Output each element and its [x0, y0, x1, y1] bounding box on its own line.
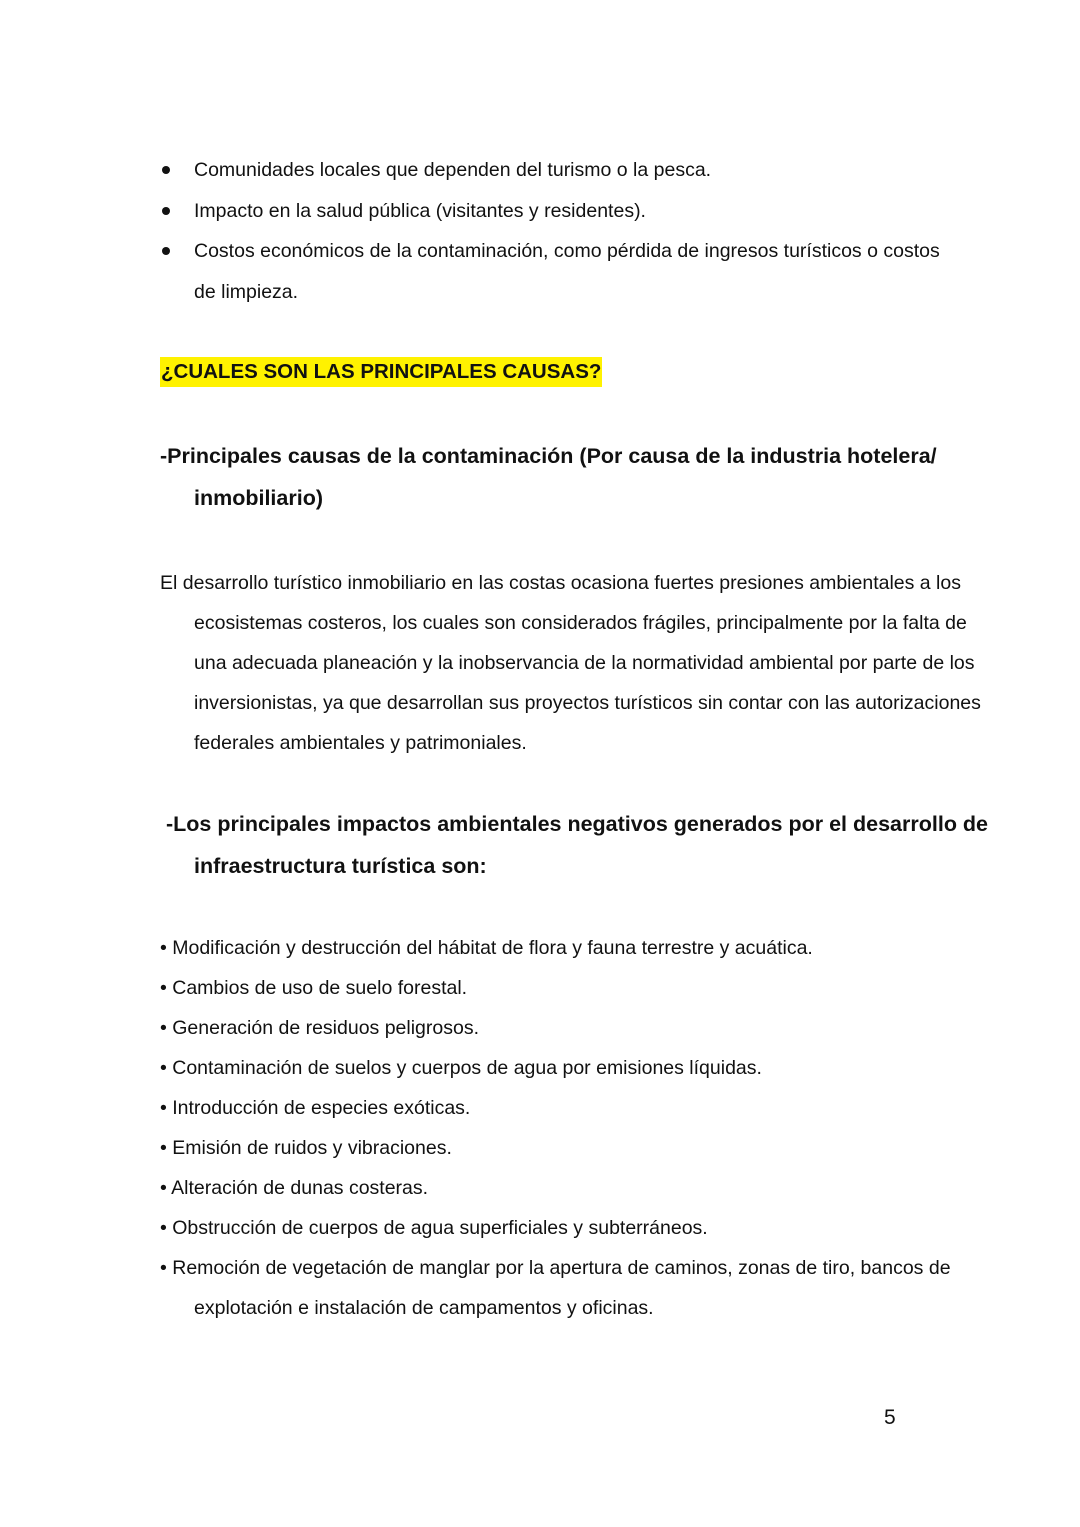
list-item: • Remoción de vegetación de manglar por la apertura de caminos, zonas de tiro, bancos de explotación e instalación de campamentos y oficinas.: [160, 1257, 951, 1319]
impacts-list: [160, 928, 960, 1328]
top-bullet-list: [160, 150, 960, 312]
list-item-text: Costos económicos de la contaminación, como pérdida de ingresos turísticos o costos de limpieza.: [194, 240, 940, 303]
causes-subheading: -Principales causas de la contaminación (Por causa de la industria hotelera/ inmobiliario): [160, 444, 937, 510]
page-number: 5: [884, 1406, 896, 1429]
list-item: • Contaminación de suelos y cuerpos de agua por emisiones líquidas.: [160, 1057, 762, 1079]
bullet-icon: [162, 207, 170, 215]
list-item: • Cambios de uso de suelo forestal.: [160, 977, 468, 999]
bullet-icon: [162, 247, 170, 255]
highlighted-section-heading: ¿CUALES SON LAS PRINCIPALES CAUSAS?: [160, 357, 602, 387]
list-item: • Generación de residuos peligrosos.: [160, 1017, 480, 1039]
list-item: • Introducción de especies exóticas.: [160, 1097, 471, 1119]
list-item: • Modificación y destrucción del hábitat de flora y fauna terrestre y acuática.: [160, 937, 813, 959]
list-item: [160, 191, 960, 232]
list-item-text: Comunidades locales que dependen del turismo o la pesca.: [194, 159, 712, 181]
list-item: • Alteración de dunas costeras.: [160, 1177, 429, 1199]
causes-paragraph: El desarrollo turístico inmobiliario en las costas ocasiona fuertes presiones ambientales a los ecosistemas costeros, los cuales son considerados frágiles, principalmente por la falta de una adecuada planeación y la inobservancia de la normatividad ambiental por parte de los inversionistas, ya que desarrollan sus proyectos turísticos sin contar con las autorizaciones federales ambientales y patrimoniales.: [160, 572, 981, 754]
list-item: [160, 150, 960, 191]
bullet-icon: [162, 166, 170, 174]
list-item: • Emisión de ruidos y vibraciones.: [160, 1137, 452, 1159]
list-item: [160, 231, 960, 312]
list-item: • Obstrucción de cuerpos de agua superficiales y subterráneos.: [160, 1217, 708, 1239]
list-item-text: Impacto en la salud pública (visitantes y residentes).: [194, 199, 646, 222]
impacts-subheading: -Los principales impactos ambientales negativos generados por el desarrollo de infraestructura turística son:: [166, 812, 989, 878]
